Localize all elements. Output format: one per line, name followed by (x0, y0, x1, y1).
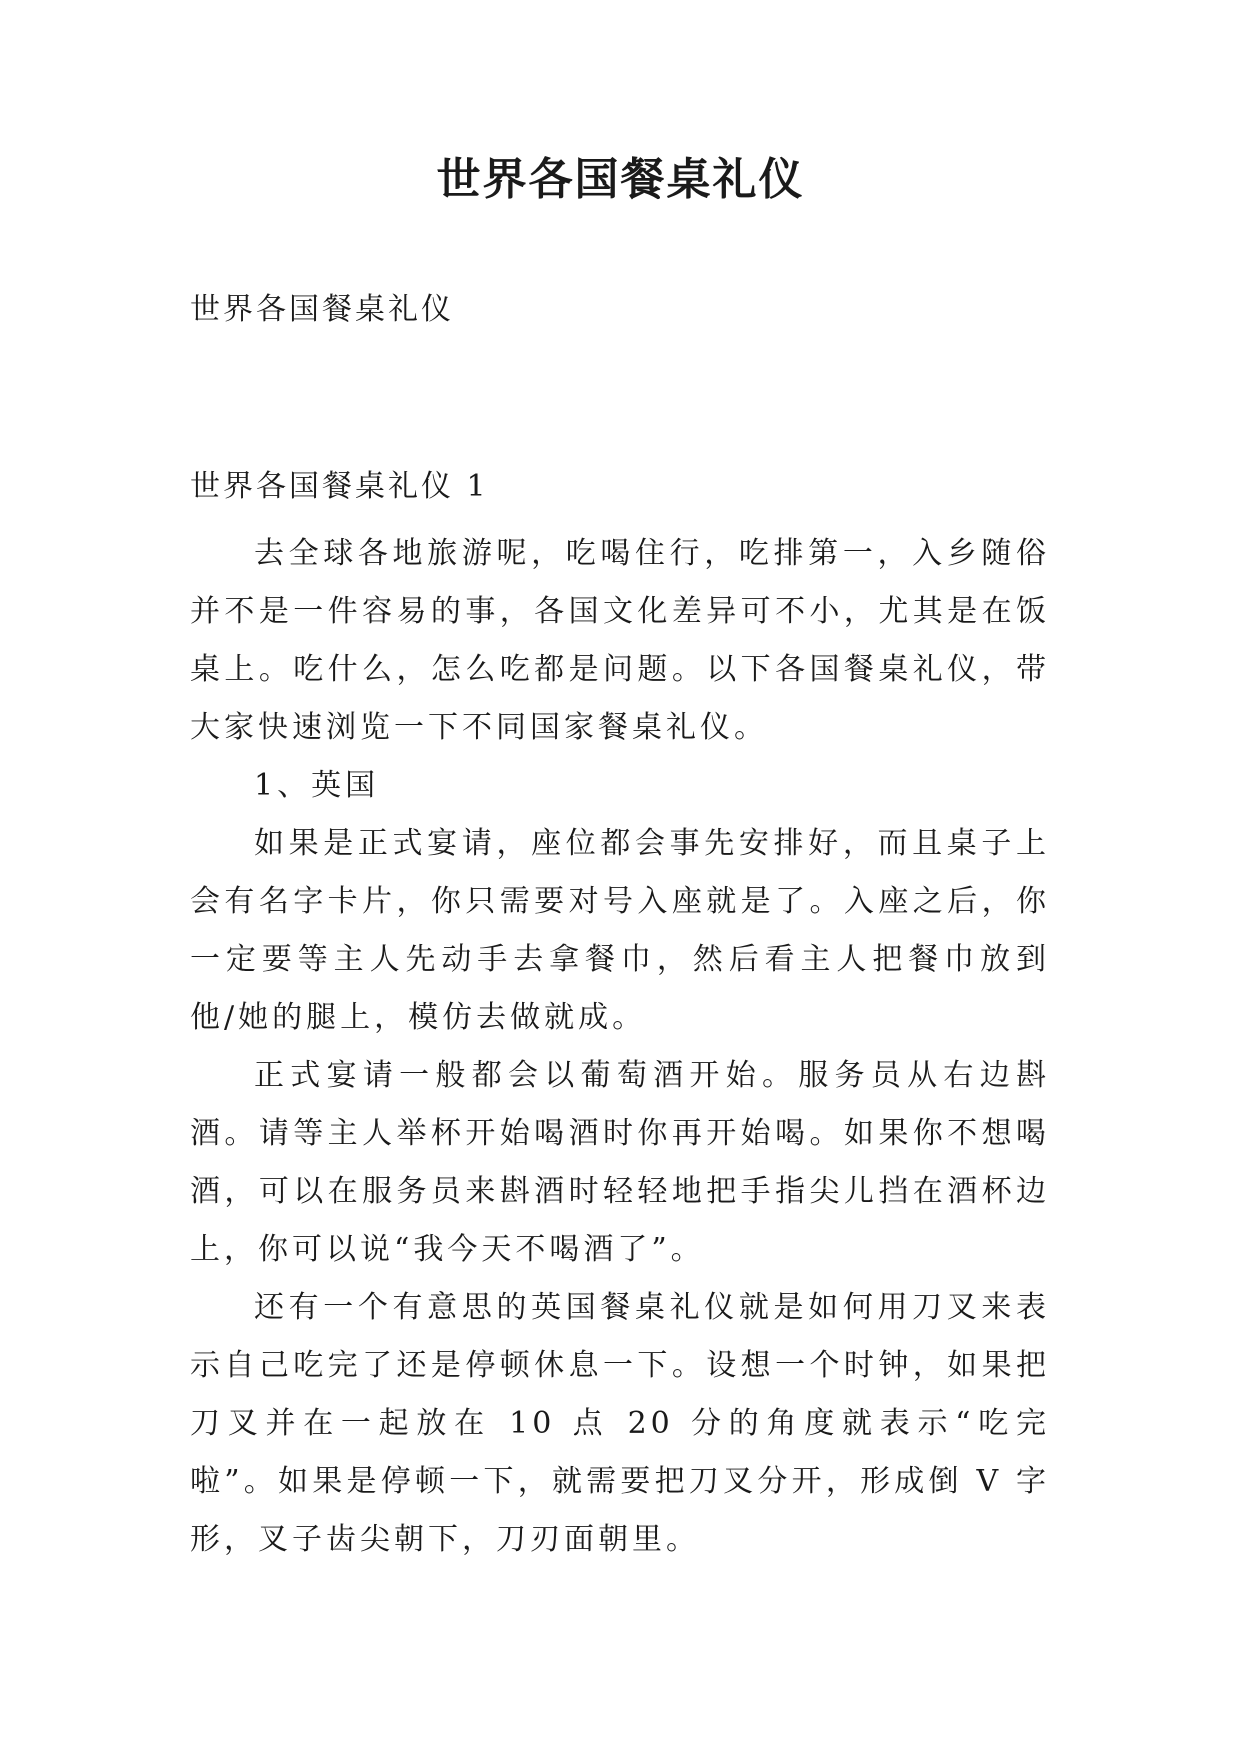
section-title: 世界各国餐桌礼仪 1 (190, 469, 489, 504)
document-subtitle: 世界各国餐桌礼仪 (190, 292, 454, 327)
paragraph-wine: 正式宴请一般都会以葡萄酒开始。服务员从右边斟酒。请等主人举杯开始喝酒时你再开始喝。如果你不想喝酒，可以在服务员来斟酒时轻轻地把手指尖儿挡在酒杯边上，你可以说“我今天不喝酒了”。 (190, 1058, 1050, 1267)
paragraph-cutlery: 还有一个有意思的英国餐桌礼仪就是如何用刀叉来表示自己吃完了还是停顿休息一下。设想一个时钟，如果把刀叉并在一起放在 10 点 20 分的角度就表示“吃完啦”。如果是停顿一下，就需要把刀叉分开，形成倒 V 字形，叉子齿尖朝下，刀刃面朝里。 (190, 1290, 1050, 1557)
heading-england: 1、英国 (254, 768, 380, 803)
paragraph-seating: 如果是正式宴请，座位都会事先安排好，而且桌子上会有名字卡片，你只需要对号入座就是了。入座之后，你一定要等主人先动手去拿餐巾，然后看主人把餐巾放到他/她的腿上，模仿去做就成。 (190, 826, 1050, 1035)
body-text (190, 525, 1050, 1569)
document-title: 世界各国餐桌礼仪 (436, 154, 805, 205)
paragraph-intro: 去全球各地旅游呢，吃喝住行，吃排第一，入乡随俗并不是一件容易的事，各国文化差异可不小，尤其是在饭桌上。吃什么，怎么吃都是问题。以下各国餐桌礼仪，带大家快速浏览一下不同国家餐桌礼仪。 (190, 536, 1050, 745)
